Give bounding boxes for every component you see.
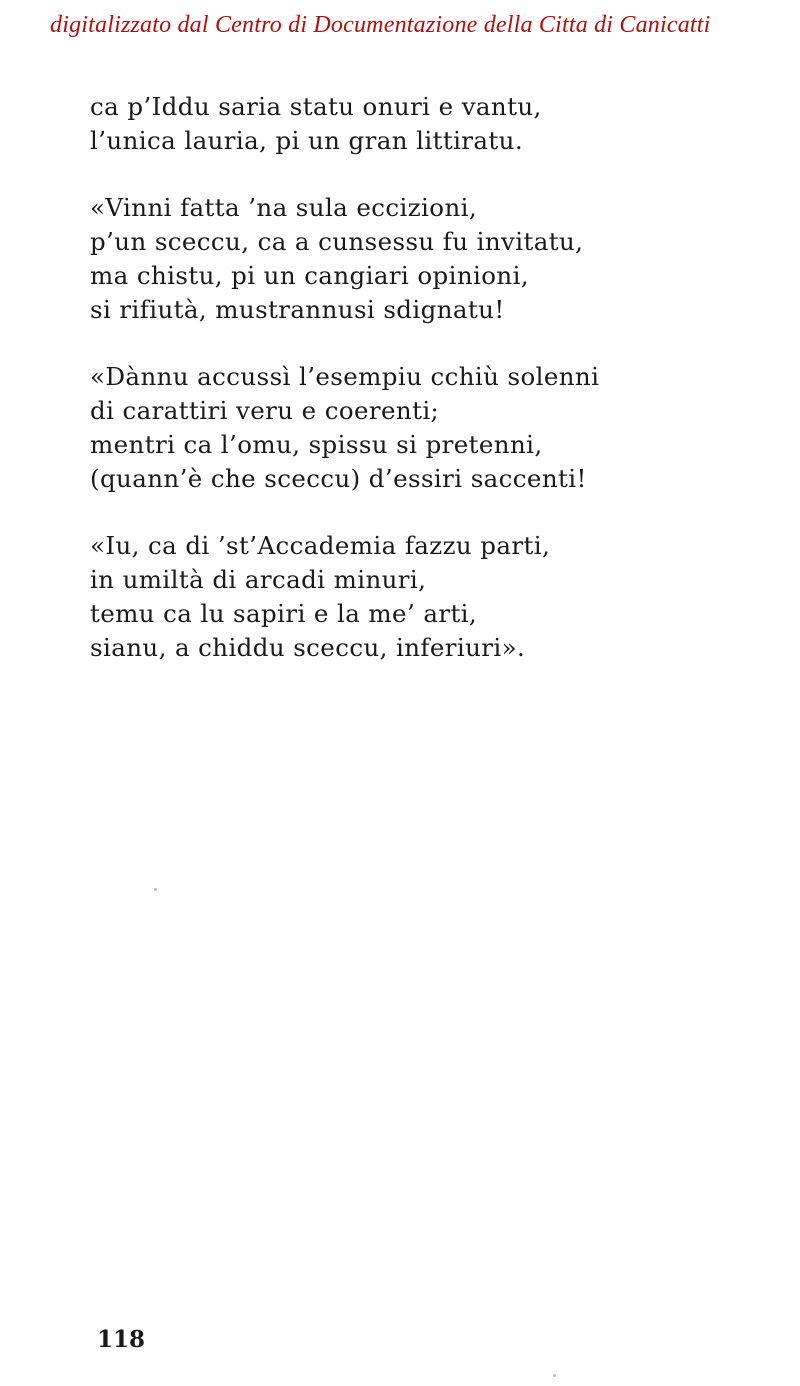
poem-line: sianu, a chiddu sceccu, inferiuri». bbox=[90, 633, 526, 662]
poem-line: «Dànnu accussì l’esempiu cchiù solenni bbox=[90, 362, 600, 391]
poem-line: di carattiri veru e coerenti; bbox=[90, 396, 440, 425]
scan-speck bbox=[553, 1374, 556, 1377]
digitization-watermark: digitalizzato dal Centro di Documentazione della Citta di Canicatti bbox=[50, 12, 711, 38]
poem-line: si rifiutà, mustrannusi sdignatu! bbox=[90, 295, 505, 324]
poem-line: p’un sceccu, ca a cunsessu fu invitatu, bbox=[90, 227, 584, 256]
stanza-2 bbox=[90, 191, 730, 327]
poem-line: «Iu, ca di ’st’Accademia fazzu parti, bbox=[90, 531, 551, 560]
poem-line: (quann’è che sceccu) d’essiri saccenti! bbox=[90, 464, 587, 493]
poem-line: mentri ca l’omu, spissu si pretenni, bbox=[90, 430, 543, 459]
poem-body bbox=[90, 90, 730, 698]
poem-line: ma chistu, pi un cangiari opinioni, bbox=[90, 261, 529, 290]
poem-line: «Vinni fatta ’na sula eccizioni, bbox=[90, 193, 478, 222]
stanza-3 bbox=[90, 360, 730, 496]
stanza-4 bbox=[90, 529, 730, 665]
page-number: 118 bbox=[97, 1326, 146, 1353]
poem-line: ca p’Iddu saria statu onuri e vantu, bbox=[90, 92, 542, 121]
scan-speck bbox=[154, 888, 157, 891]
poem-line: temu ca lu sapiri e la me’ arti, bbox=[90, 599, 478, 628]
poem-line: l’unica lauria, pi un gran littiratu. bbox=[90, 126, 524, 155]
poem-line: in umiltà di arcadi minuri, bbox=[90, 565, 427, 594]
stanza-1 bbox=[90, 90, 730, 158]
